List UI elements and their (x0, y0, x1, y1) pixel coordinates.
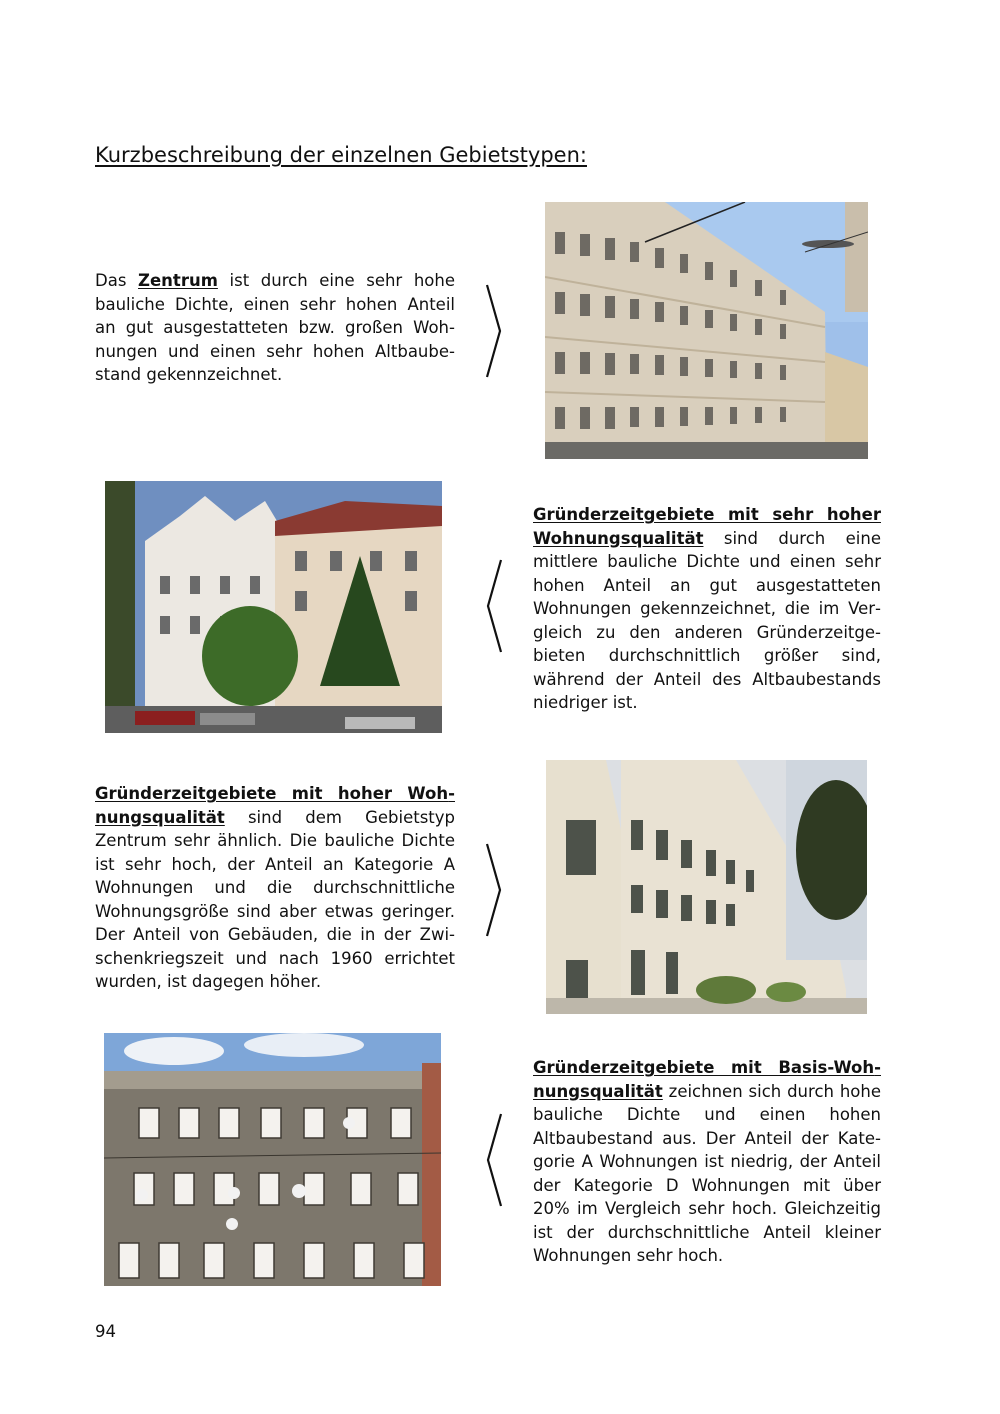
page-number: 94 (95, 1322, 116, 1341)
section-hohe-qualitaet-text (95, 782, 455, 994)
photo-villa-buildings (105, 481, 442, 733)
chevron-right-icon (484, 842, 504, 938)
section-body: ist durch eine sehr hohe bauliche Dichte, einen sehr hohen Anteil an gut ausgestatteten bzw. großen Wohnungen und einen sehr hohen Altbaubestand gekennzeichnet. (95, 271, 455, 384)
section-zentrum-text (95, 269, 455, 387)
section-keyword: Gründerzeitgebiete mit Basis-Wohnungsqualität (533, 1058, 881, 1101)
chevron-left-icon (484, 558, 504, 654)
photo-street-facades (546, 760, 867, 1014)
section-body: sind durch eine mittlere bauliche Dichte und einen sehr hohen Anteil an gut ausgestatteten Wohnungen gekennzeichnet, die im Vergleich zu den anderen Gründerzeitgebieten durchschnittlich größer sind, während der Anteil des Altbaubestands niedriger ist. (533, 528, 881, 712)
page-title: Kurzbeschreibung der einzelnen Gebietstypen: (95, 143, 587, 167)
section-body: zeichnen sich durch hohe bauliche Dichte und einen hohen Altbaubestand aus. Der Anteil der Kategorie A Wohnungen ist niedrig, der Anteil der Kategorie D Wohnungen mit über 20% im Vergleich sehr hoch. Gleichzeitig ist der durchschnittliche Anteil kleiner Wohnungen sehr hoch. (533, 1081, 881, 1265)
section-keyword: Gründerzeitgebiete mit sehr hoher Wohnungsqualität (533, 505, 881, 548)
section-keyword: Gründerzeitgebiete mit hoher Wohnungsqualität (95, 784, 455, 827)
photo-plain-facade (104, 1033, 441, 1286)
chevron-left-icon (484, 1112, 504, 1208)
section-sehr-hohe-qualitaet-text (533, 503, 881, 715)
chevron-right-icon (484, 283, 504, 379)
section-body: sind dem Gebietstyp Zentrum sehr ähnlich. Die bauliche Dichte ist sehr hoch, der Anteil an Kategorie A Wohnungen und die durchschnittliche Wohnungsgröße sind aber etwas geringer. Der Anteil von Gebäuden, die in der Zwischenkriegszeit und nach 1960 errichtet wurden, ist dagegen höher. (95, 807, 455, 991)
section-keyword: Zentrum (138, 271, 218, 290)
photo-zentrum-building (545, 202, 868, 459)
section-basis-qualitaet-text (533, 1056, 881, 1268)
section-lead: Das (95, 271, 139, 290)
